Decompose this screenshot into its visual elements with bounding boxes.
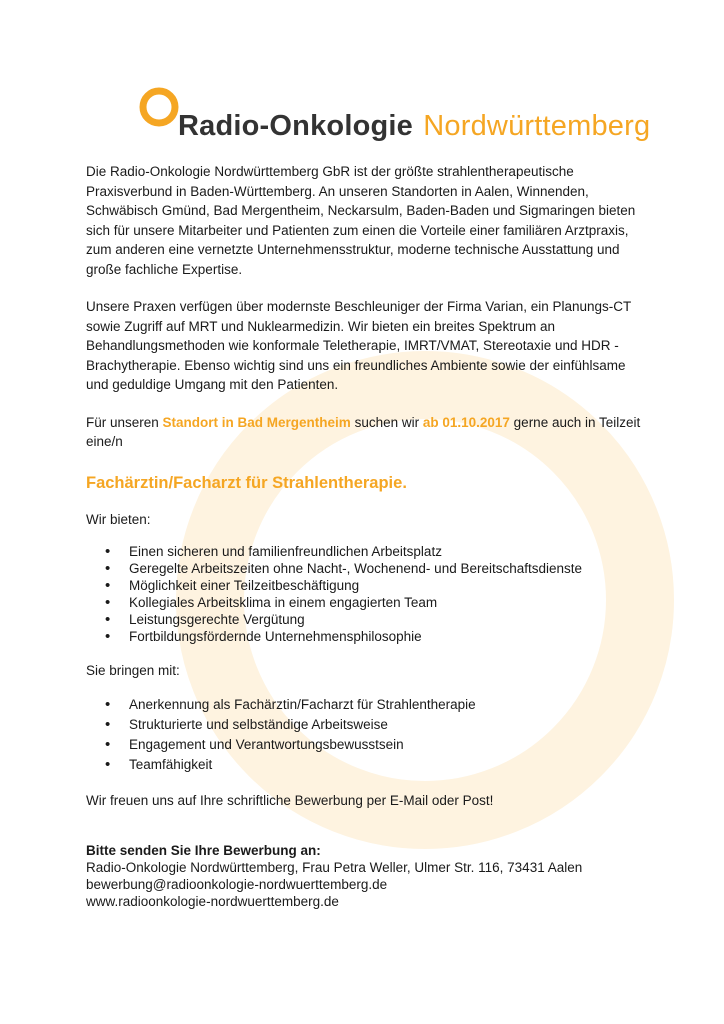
logo-name-bold: Radio-Onkologie [178, 110, 413, 142]
contact-website-link[interactable]: www.radioonkologie-nordwuerttemberg.de [86, 894, 339, 909]
offer-item: • Einen sicheren und familienfreundlichen Arbeitsplatz [86, 543, 646, 560]
requirements-label: Sie bringen mit: [86, 663, 180, 678]
orange-ring-icon [138, 86, 182, 130]
search-suffix: gerne auch in Teilzeit eine/n [86, 414, 641, 449]
offer-item: • Kollegiales Arbeitsklima in einem engagierten Team [86, 594, 646, 611]
contact-email-link[interactable]: bewerbung@radioonkologie-nordwuerttemberg.de [86, 877, 388, 892]
offer-item: • Leistungsgerechte Vergütung [86, 611, 646, 628]
search-prefix: Für unseren [86, 414, 163, 430]
requirement-item: • Anerkennung als Fachärztin/Facharzt für Strahlentherapie [86, 695, 646, 715]
offers-list [86, 543, 646, 645]
company-logo [138, 86, 651, 156]
logo-wordmark [178, 110, 650, 143]
intro-paragraph-1: Die Radio-Onkologie Nordwürttemberg GbR ist der größte strahlentherapeutische Praxisverbund in Baden-Württemberg. An unseren Standorten in Aalen, Winnenden, Schwäbisch Gmünd, Bad Mergentheim, Neckarsulm, Baden-Baden und Sigmaringen bieten sich für unsere Mitarbeiter und Patienten zum einen die Vorteile einer familiären Arztpraxis, zum anderen eine vernetzte Unternehmensstruktur, moderne technische Ausstattung und große fachliche Expertise. [86, 164, 636, 277]
requirement-item: • Strukturierte und selbständige Arbeitsweise [86, 715, 646, 735]
contact-address: Radio-Onkologie Nordwürttemberg, Frau Petra Weller, Ulmer Str. 116, 73431 Aalen [86, 860, 583, 875]
position-title: Fachärztin/Facharzt für Strahlentherapie. [86, 473, 407, 492]
job-posting-body [86, 162, 646, 910]
offers-label: Wir bieten: [86, 511, 151, 527]
intro-paragraph-2: Unsere Praxen verfügen über modernste Beschleuniger der Firma Varian, ein Planungs-CT sowie Zugriff auf MRT und Nuklearmedizin. Wir bieten ein breites Spektrum an Behandlungsmethoden wie konformale Teletherapie, IMRT/VMAT, Stereotaxie und HDR - Brachytherapie. Ebenso wichtig sind uns ein freundliches Ambiente sowie der einfühlsame und geduldige Umgang mit den Patienten. [86, 299, 632, 392]
requirements-list [86, 695, 646, 775]
search-middle: suchen wir [350, 414, 423, 430]
offer-item: • Möglichkeit einer Teilzeitbeschäftigung [86, 577, 646, 594]
offer-item: • Geregelte Arbeitszeiten ohne Nacht-, Wochenend- und Bereitschaftsdienste [86, 560, 646, 577]
logo-name-light: Nordwürttemberg [423, 110, 651, 142]
contact-block [86, 842, 646, 910]
offer-item: • Fortbildungsfördernde Unternehmensphilosophie [86, 628, 646, 645]
contact-heading: Bitte senden Sie Ihre Bewerbung an: [86, 843, 321, 858]
location-highlight: Standort in Bad Mergentheim [162, 414, 351, 430]
requirement-item: • Engagement und Verantwortungsbewusstsein [86, 735, 646, 755]
search-sentence [86, 413, 646, 452]
closing-sentence: Wir freuen uns auf Ihre schriftliche Bewerbung per E-Mail oder Post! [86, 792, 494, 808]
date-highlight: ab 01.10.2017 [422, 414, 510, 430]
requirement-item: • Teamfähigkeit [86, 755, 646, 775]
